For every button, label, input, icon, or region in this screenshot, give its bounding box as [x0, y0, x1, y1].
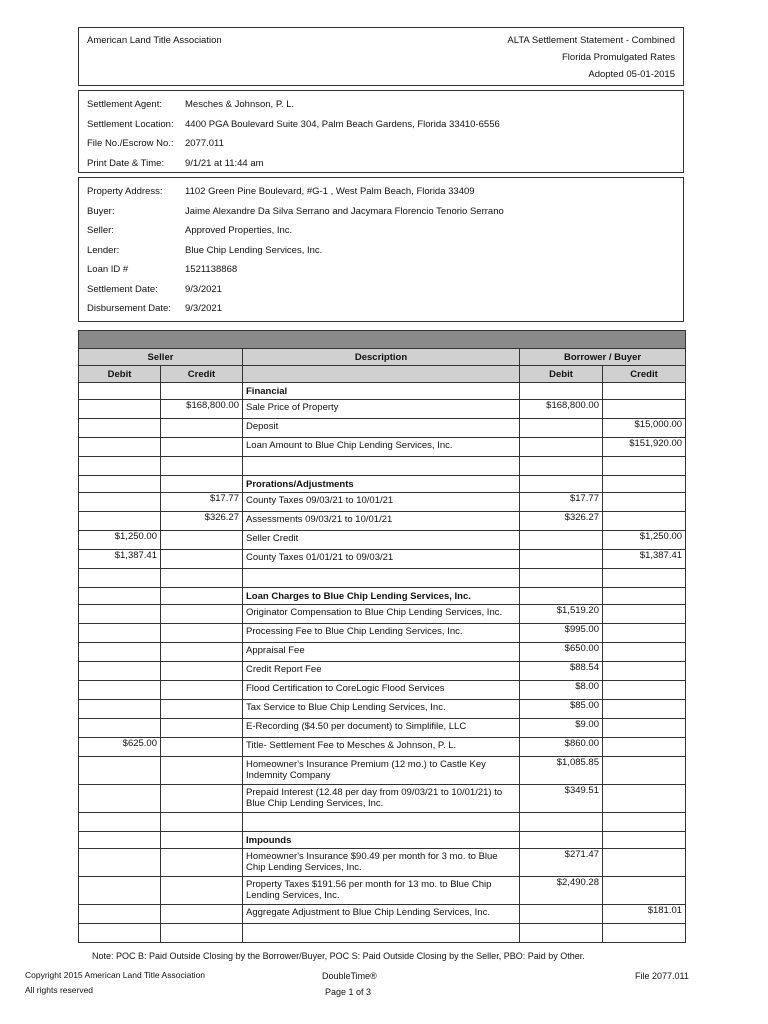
seller-debit-cell: [79, 588, 161, 605]
buyer-credit-cell: [603, 813, 686, 832]
seller-credit-cell: [161, 624, 243, 643]
seller-debit-header: Debit: [79, 366, 161, 383]
buyer-debit-cell: [520, 569, 603, 588]
seller-debit-cell: [79, 757, 161, 785]
table-row: [79, 438, 686, 457]
section-row: [79, 588, 686, 605]
table-row: [79, 512, 686, 531]
seller-debit-cell: [79, 383, 161, 400]
seller-credit-cell: [161, 924, 243, 943]
blank-row: [79, 813, 686, 832]
buyer-debit-cell: $88.54: [520, 662, 603, 681]
buyer-credit-cell: $15,000.00: [603, 419, 686, 438]
property-row: [87, 280, 504, 300]
description-header: Description: [243, 349, 520, 366]
description-cell: E-Recording ($4.50 per document) to Simplifile, LLC: [243, 719, 520, 738]
statement-subtitle: Florida Promulgated Rates: [562, 52, 675, 63]
buyer-debit-cell: [520, 550, 603, 569]
buyer-credit-cell: [603, 849, 686, 877]
buyer-credit-cell: $1,250.00: [603, 531, 686, 550]
seller-credit-cell: [161, 719, 243, 738]
buyer-debit-cell: $860.00: [520, 738, 603, 757]
table-row: [79, 531, 686, 550]
buyer-debit-cell: $995.00: [520, 624, 603, 643]
buyer-debit-cell: $85.00: [520, 700, 603, 719]
seller-credit-cell: [161, 700, 243, 719]
buyer-credit-cell: [603, 476, 686, 493]
table-row: [79, 719, 686, 738]
table-band: [79, 331, 686, 349]
table-row: [79, 493, 686, 512]
buyer-credit-cell: [603, 832, 686, 849]
section-row: [79, 383, 686, 400]
description-cell: Property Taxes $191.56 per month for 13 mo. to Blue Chip Lending Services, Inc.: [243, 877, 520, 905]
seller-debit-cell: [79, 785, 161, 813]
description-cell: Impounds: [243, 832, 520, 849]
seller-credit-cell: [161, 662, 243, 681]
table-row: [79, 400, 686, 419]
buyer-debit-cell: $271.47: [520, 849, 603, 877]
description-subheader: [243, 366, 520, 383]
property-value: 9/3/2021: [185, 283, 222, 295]
description-cell: Deposit: [243, 419, 520, 438]
buyer-credit-cell: $181.01: [603, 905, 686, 924]
seller-debit-cell: [79, 924, 161, 943]
seller-credit-cell: $168,800.00: [161, 400, 243, 419]
buyer-debit-cell: [520, 419, 603, 438]
buyer-debit-cell: $168,800.00: [520, 400, 603, 419]
buyer-debit-cell: [520, 438, 603, 457]
property-value: 1102 Green Pine Boulevard, #G-1 , West Palm Beach, Florida 33409: [185, 186, 475, 197]
buyer-header: Borrower / Buyer: [520, 349, 686, 366]
property-row: [87, 260, 504, 280]
table-row: [79, 757, 686, 785]
buyer-debit-cell: $8.00: [520, 681, 603, 700]
seller-header: Seller: [79, 349, 243, 366]
buyer-debit-cell: [520, 832, 603, 849]
buyer-credit-cell: [603, 624, 686, 643]
section-row: [79, 476, 686, 493]
seller-credit-cell: [161, 457, 243, 476]
description-cell: Homeowner's Insurance $90.49 per month for 3 mo. to Blue Chip Lending Services, Inc.: [243, 849, 520, 877]
seller-credit-cell: [161, 832, 243, 849]
seller-credit-cell: [161, 531, 243, 550]
buyer-credit-cell: $1,387.41: [603, 550, 686, 569]
settlement-agent-section: [78, 90, 684, 173]
copyright: Copyright 2015 American Land Title Association: [25, 970, 206, 980]
seller-debit-cell: [79, 569, 161, 588]
table-row: [79, 877, 686, 905]
buyer-credit-cell: [603, 457, 686, 476]
buyer-debit-cell: $1,085.85: [520, 757, 603, 785]
property-row: [87, 182, 504, 202]
table-row: [79, 624, 686, 643]
blank-row: [79, 924, 686, 943]
seller-credit-cell: [161, 438, 243, 457]
property-row: [87, 241, 504, 261]
description-cell: Prepaid Interest (12.48 per day from 09/03/21 to 10/01/21) to Blue Chip Lending Services, Inc.: [243, 785, 520, 813]
agent-label: Settlement Location:: [87, 118, 174, 130]
property-row: [87, 202, 504, 222]
buyer-debit-cell: $326.27: [520, 512, 603, 531]
buyer-credit-cell: $151,920.00: [603, 438, 686, 457]
property-value: Blue Chip Lending Services, Inc.: [185, 244, 323, 256]
seller-debit-cell: [79, 476, 161, 493]
seller-credit-cell: [161, 383, 243, 400]
buyer-debit-cell: [520, 457, 603, 476]
seller-credit-cell: [161, 849, 243, 877]
seller-debit-cell: [79, 400, 161, 419]
buyer-debit-cell: [520, 905, 603, 924]
table-row: [79, 681, 686, 700]
settlement-table: [78, 330, 686, 943]
table-row: [79, 785, 686, 813]
seller-credit-cell: [161, 419, 243, 438]
seller-debit-cell: [79, 832, 161, 849]
buyer-credit-cell: [603, 588, 686, 605]
buyer-credit-cell: [603, 493, 686, 512]
buyer-credit-cell: [603, 662, 686, 681]
seller-credit-cell: [161, 588, 243, 605]
table-row: [79, 700, 686, 719]
seller-credit-cell: [161, 757, 243, 785]
seller-debit-cell: [79, 605, 161, 624]
seller-credit-cell: [161, 681, 243, 700]
seller-debit-cell: $625.00: [79, 738, 161, 757]
table-row: [79, 550, 686, 569]
property-row: [87, 221, 504, 241]
seller-credit-cell: [161, 738, 243, 757]
agent-label: File No./Escrow No.:: [87, 138, 174, 149]
property-value: Jaime Alexandre Da Silva Serrano and Jacymara Florencio Tenorio Serrano: [185, 205, 504, 217]
blank-row: [79, 457, 686, 476]
agent-label: Print Date & Time:: [87, 157, 165, 169]
seller-debit-cell: [79, 662, 161, 681]
seller-debit-cell: [79, 700, 161, 719]
seller-debit-cell: [79, 813, 161, 832]
description-cell: Credit Report Fee: [243, 662, 520, 681]
buyer-debit-cell: [520, 588, 603, 605]
buyer-debit-header: Debit: [520, 366, 603, 383]
buyer-credit-cell: [603, 643, 686, 662]
buyer-credit-cell: [603, 924, 686, 943]
description-cell: [243, 813, 520, 832]
buyer-credit-cell: [603, 383, 686, 400]
seller-debit-cell: [79, 643, 161, 662]
buyer-credit-cell: [603, 757, 686, 785]
description-cell: Processing Fee to Blue Chip Lending Services, Inc.: [243, 624, 520, 643]
agent-details: [87, 95, 500, 173]
seller-credit-cell: [161, 605, 243, 624]
buyer-debit-cell: $650.00: [520, 643, 603, 662]
description-cell: Flood Certification to CoreLogic Flood Services: [243, 681, 520, 700]
seller-debit-cell: [79, 493, 161, 512]
table-row: [79, 419, 686, 438]
description-cell: Loan Amount to Blue Chip Lending Services, Inc.: [243, 438, 520, 457]
property-value: 9/3/2021: [185, 303, 222, 314]
seller-debit-cell: [79, 419, 161, 438]
description-cell: Sale Price of Property: [243, 400, 520, 419]
property-label: Loan ID #: [87, 264, 129, 275]
table-row: [79, 662, 686, 681]
description-cell: Prorations/Adjustments: [243, 476, 520, 493]
file-number: File 2077.011: [635, 971, 689, 981]
seller-debit-cell: [79, 877, 161, 905]
agent-value: 9/1/21 at 11:44 am: [185, 157, 264, 169]
buyer-debit-cell: $349.51: [520, 785, 603, 813]
property-value: 1521138868: [185, 264, 238, 275]
buyer-debit-cell: $1,519.20: [520, 605, 603, 624]
description-cell: Aggregate Adjustment to Blue Chip Lending Services, Inc.: [243, 905, 520, 924]
description-cell: Originator Compensation to Blue Chip Lending Services, Inc.: [243, 605, 520, 624]
description-cell: Homeowner's Insurance Premium (12 mo.) to Castle Key Indemnity Company: [243, 757, 520, 785]
description-cell: Assessments 09/03/21 to 10/01/21: [243, 512, 520, 531]
seller-credit-cell: $17.77: [161, 493, 243, 512]
property-value: Approved Properties, Inc.: [185, 225, 293, 236]
description-cell: County Taxes 09/03/21 to 10/01/21: [243, 493, 520, 512]
agent-row: [87, 115, 500, 135]
software-name: DoubleTime®: [322, 971, 377, 981]
seller-debit-cell: $1,250.00: [79, 531, 161, 550]
seller-debit-cell: [79, 438, 161, 457]
buyer-debit-cell: $2,490.28: [520, 877, 603, 905]
buyer-debit-cell: $17.77: [520, 493, 603, 512]
buyer-debit-cell: $9.00: [520, 719, 603, 738]
page-number: Page 1 of 3: [325, 987, 372, 997]
agent-value: 4400 PGA Boulevard Suite 304, Palm Beach Gardens, Florida 33410-6556: [185, 118, 500, 130]
description-cell: Appraisal Fee: [243, 643, 520, 662]
seller-credit-cell: $326.27: [161, 512, 243, 531]
rights-reserved: All rights reserved: [25, 985, 94, 995]
group-header-row: [79, 349, 686, 366]
seller-debit-cell: [79, 719, 161, 738]
property-label: Property Address:: [87, 186, 163, 197]
buyer-credit-cell: [603, 400, 686, 419]
statement-title: ALTA Settlement Statement - Combined: [507, 35, 675, 46]
buyer-credit-cell: [603, 569, 686, 588]
seller-credit-cell: [161, 785, 243, 813]
description-cell: [243, 569, 520, 588]
seller-credit-header: Credit: [161, 366, 243, 383]
seller-credit-cell: [161, 569, 243, 588]
blank-row: [79, 569, 686, 588]
seller-credit-cell: [161, 813, 243, 832]
seller-credit-cell: [161, 905, 243, 924]
table-row: [79, 738, 686, 757]
buyer-credit-header: Credit: [603, 366, 686, 383]
section-row: [79, 832, 686, 849]
buyer-debit-cell: [520, 531, 603, 550]
statement-header: [78, 27, 684, 86]
seller-debit-cell: [79, 849, 161, 877]
table-row: [79, 849, 686, 877]
column-header-row: [79, 366, 686, 383]
buyer-credit-cell: [603, 719, 686, 738]
agent-row: [87, 134, 500, 154]
description-cell: County Taxes 01/01/21 to 09/03/21: [243, 550, 520, 569]
header-titles: [507, 32, 675, 83]
seller-debit-cell: [79, 681, 161, 700]
description-cell: Seller Credit: [243, 531, 520, 550]
table-row: [79, 605, 686, 624]
buyer-debit-cell: [520, 476, 603, 493]
table-row: [79, 643, 686, 662]
property-section: [78, 177, 684, 322]
buyer-credit-cell: [603, 785, 686, 813]
property-label: Settlement Date:: [87, 283, 158, 295]
description-cell: Loan Charges to Blue Chip Lending Services, Inc.: [243, 588, 520, 605]
description-cell: Financial: [243, 383, 520, 400]
adopted-date: Adopted 05-01-2015: [588, 69, 675, 80]
buyer-credit-cell: [603, 877, 686, 905]
property-label: Disbursement Date:: [87, 303, 171, 314]
seller-debit-cell: [79, 905, 161, 924]
buyer-debit-cell: [520, 813, 603, 832]
seller-credit-cell: [161, 877, 243, 905]
description-cell: Tax Service to Blue Chip Lending Services, Inc.: [243, 700, 520, 719]
property-label: Buyer:: [87, 205, 115, 217]
description-cell: [243, 924, 520, 943]
description-cell: Title- Settlement Fee to Mesches & Johnson, P. L.: [243, 738, 520, 757]
description-cell: [243, 457, 520, 476]
agent-value: 2077.011: [185, 138, 224, 149]
buyer-credit-cell: [603, 681, 686, 700]
buyer-debit-cell: [520, 924, 603, 943]
seller-debit-cell: [79, 457, 161, 476]
seller-credit-cell: [161, 643, 243, 662]
agent-row: [87, 95, 500, 115]
property-row: [87, 299, 504, 319]
agent-label: Settlement Agent:: [87, 99, 162, 110]
seller-debit-cell: $1,387.41: [79, 550, 161, 569]
buyer-credit-cell: [603, 605, 686, 624]
seller-credit-cell: [161, 550, 243, 569]
seller-debit-cell: [79, 512, 161, 531]
property-label: Lender:: [87, 244, 120, 256]
property-details: [87, 182, 504, 319]
seller-debit-cell: [79, 624, 161, 643]
agent-value: Mesches & Johnson, P. L.: [185, 99, 295, 110]
buyer-credit-cell: [603, 700, 686, 719]
org-name: American Land Title Association: [87, 35, 222, 46]
seller-credit-cell: [161, 476, 243, 493]
footer-note: Note: POC B: Paid Outside Closing by the Borrower/Buyer, POC S: Paid Outside Closing by the Seller, PBO: Paid by Other.: [92, 951, 585, 961]
buyer-credit-cell: [603, 738, 686, 757]
buyer-credit-cell: [603, 512, 686, 531]
table-row: [79, 905, 686, 924]
agent-row: [87, 154, 500, 174]
buyer-debit-cell: [520, 383, 603, 400]
property-label: Seller:: [87, 225, 114, 236]
